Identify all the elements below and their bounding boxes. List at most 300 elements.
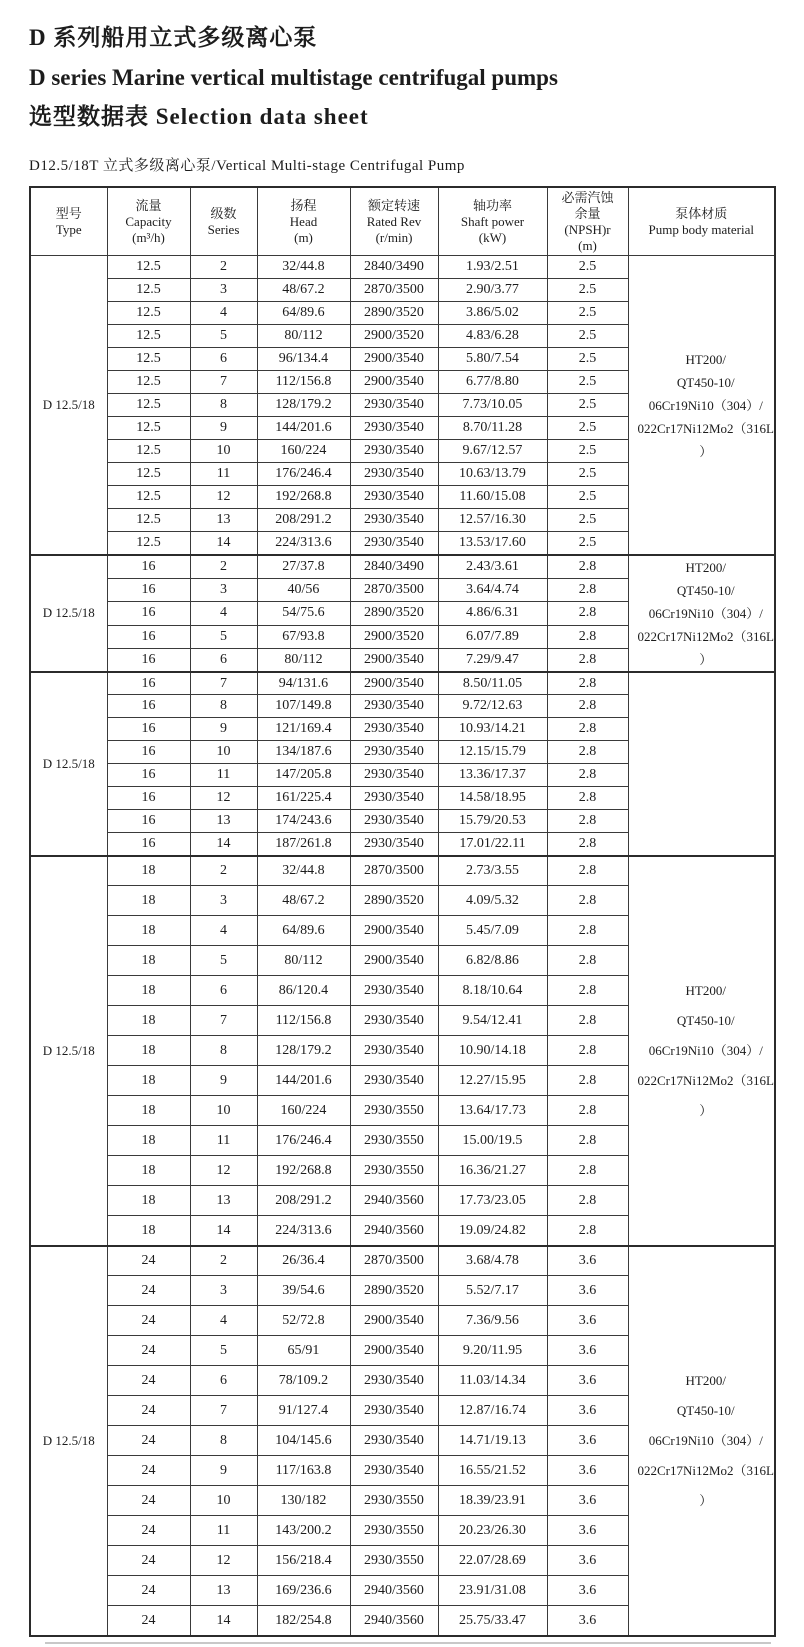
head-cell: 39/54.6 [257,1276,350,1306]
power-cell: 18.39/23.91 [438,1486,547,1516]
rev-cell: 2930/3540 [350,810,438,833]
series-cell: 12 [190,787,257,810]
col-header-material [628,187,775,256]
series-cell: 14 [190,1606,257,1636]
npsh-cell: 2.8 [547,1096,628,1126]
series-cell: 14 [190,1216,257,1246]
rev-cell: 2930/3540 [350,741,438,764]
capacity-cell: 18 [107,886,190,916]
head-cell: 96/134.4 [257,348,350,371]
power-cell: 2.90/3.77 [438,279,547,302]
material-lines [629,976,775,1126]
head-cell: 86/120.4 [257,976,350,1006]
material-line: 022Cr17Ni12Mo2（316L [637,1072,775,1088]
series-cell: 10 [190,440,257,463]
npsh-cell: 2.8 [547,672,628,695]
npsh-cell: 3.6 [547,1606,628,1636]
head-cell: 26/36.4 [257,1246,350,1276]
col-header-power [438,187,547,256]
series-cell: 3 [190,279,257,302]
npsh-cell: 2.8 [547,741,628,764]
material-cell [628,1246,775,1636]
table-row [30,555,775,578]
head-cell: 182/254.8 [257,1606,350,1636]
rev-cell: 2900/3540 [350,672,438,695]
head-cell: 27/37.8 [257,555,350,578]
power-cell: 12.57/16.30 [438,509,547,532]
capacity-cell: 24 [107,1426,190,1456]
npsh-cell: 2.5 [547,348,628,371]
npsh-cell: 2.5 [547,302,628,325]
power-cell: 9.72/12.63 [438,695,547,718]
rev-cell: 2900/3540 [350,1336,438,1366]
table-row [30,256,775,279]
head-cell: 174/243.6 [257,810,350,833]
npsh-cell: 2.8 [547,976,628,1006]
rev-cell: 2930/3550 [350,1516,438,1546]
head-cell: 156/218.4 [257,1546,350,1576]
capacity-cell: 16 [107,764,190,787]
power-cell: 12.27/15.95 [438,1066,547,1096]
npsh-cell: 2.5 [547,417,628,440]
rev-cell: 2840/3490 [350,256,438,279]
head-cell: 224/313.6 [257,1216,350,1246]
capacity-cell: 24 [107,1276,190,1306]
capacity-cell: 12.5 [107,532,190,555]
header-line: Rated Rev [366,213,422,229]
npsh-cell: 2.8 [547,787,628,810]
rev-cell: 2930/3540 [350,1426,438,1456]
capacity-cell: 18 [107,856,190,886]
head-cell: 104/145.6 [257,1426,350,1456]
rev-cell: 2900/3540 [350,348,438,371]
rev-cell: 2930/3550 [350,1486,438,1516]
power-cell: 9.67/12.57 [438,440,547,463]
material-line: ） [699,651,713,667]
head-cell: 160/224 [257,1096,350,1126]
power-cell: 9.20/11.95 [438,1336,547,1366]
material-line: 06Cr19Ni10（304）/ [648,1042,763,1058]
rev-cell: 2930/3540 [350,440,438,463]
head-cell: 128/179.2 [257,394,350,417]
title-chinese: D 系列船用立式多级离心泵 [29,25,318,50]
series-cell: 6 [190,976,257,1006]
capacity-cell: 16 [107,672,190,695]
material-line: 06Cr19Ni10（304）/ [648,397,763,413]
series-cell: 8 [190,394,257,417]
material-line: QT450-10/ [676,1402,735,1418]
series-cell: 7 [190,1006,257,1036]
series-cell: 6 [190,1366,257,1396]
type-cell: D 12.5/18 [30,856,107,1246]
series-cell: 11 [190,1516,257,1546]
rev-cell: 2930/3540 [350,976,438,1006]
rev-cell: 2870/3500 [350,1246,438,1276]
rev-cell: 2870/3500 [350,856,438,886]
table-caption: D12.5/18T 立式多级离心泵/Vertical Multi-stage Centrifugal Pump [29,158,465,175]
npsh-cell: 2.8 [547,1036,628,1066]
head-cell: 224/313.6 [257,532,350,555]
series-cell: 12 [190,486,257,509]
table-header [30,187,775,256]
material-line: 022Cr17Ni12Mo2（316L [637,420,775,436]
capacity-cell: 16 [107,578,190,601]
npsh-cell: 3.6 [547,1486,628,1516]
series-cell: 9 [190,417,257,440]
header-line: Pump body material [648,221,754,237]
power-cell: 11.03/14.34 [438,1366,547,1396]
series-cell: 13 [190,1186,257,1216]
header-line: 扬程 [290,198,317,214]
npsh-cell: 2.8 [547,946,628,976]
power-cell: 4.83/6.28 [438,325,547,348]
npsh-cell: 2.8 [547,916,628,946]
npsh-cell: 2.5 [547,486,628,509]
rev-cell: 2930/3540 [350,1036,438,1066]
power-cell: 13.53/17.60 [438,532,547,555]
head-cell: 40/56 [257,578,350,601]
npsh-cell: 2.5 [547,279,628,302]
head-cell: 144/201.6 [257,1066,350,1096]
power-cell: 2.43/3.61 [438,555,547,578]
npsh-cell: 2.8 [547,1126,628,1156]
power-cell: 1.93/2.51 [438,256,547,279]
material-line: 022Cr17Ni12Mo2（316L [637,1462,775,1478]
npsh-cell: 2.8 [547,555,628,578]
power-cell: 10.93/14.21 [438,718,547,741]
npsh-cell: 2.5 [547,371,628,394]
header-line: Type [55,221,82,237]
rev-cell: 2900/3540 [350,1306,438,1336]
head-cell: 130/182 [257,1486,350,1516]
npsh-cell: 2.8 [547,1006,628,1036]
rev-cell: 2930/3540 [350,509,438,532]
capacity-cell: 18 [107,1066,190,1096]
npsh-cell: 2.8 [547,856,628,886]
capacity-cell: 16 [107,741,190,764]
capacity-cell: 18 [107,1156,190,1186]
header-line: (m³/h) [132,229,165,245]
capacity-cell: 24 [107,1486,190,1516]
npsh-cell: 3.6 [547,1426,628,1456]
material-cell [628,555,775,672]
material-cell [628,256,775,555]
capacity-cell: 18 [107,1126,190,1156]
rev-cell: 2930/3540 [350,394,438,417]
power-cell: 12.87/16.74 [438,1396,547,1426]
material-line: 06Cr19Ni10（304）/ [648,1432,763,1448]
header-line: (kW) [478,229,507,245]
material-line: 06Cr19Ni10（304）/ [648,605,763,621]
npsh-cell: 3.6 [547,1546,628,1576]
header-line: (m) [294,229,313,245]
power-cell: 10.90/14.18 [438,1036,547,1066]
series-cell: 13 [190,810,257,833]
capacity-cell: 24 [107,1456,190,1486]
series-cell: 10 [190,1486,257,1516]
power-cell: 8.18/10.64 [438,976,547,1006]
head-cell: 169/236.6 [257,1576,350,1606]
capacity-cell: 24 [107,1396,190,1426]
capacity-cell: 24 [107,1306,190,1336]
capacity-cell: 12.5 [107,256,190,279]
col-header-series [190,187,257,256]
capacity-cell: 12.5 [107,394,190,417]
head-cell: 80/112 [257,946,350,976]
power-cell: 5.80/7.54 [438,348,547,371]
head-cell: 48/67.2 [257,279,350,302]
head-cell: 64/89.6 [257,302,350,325]
rev-cell: 2940/3560 [350,1576,438,1606]
head-cell: 128/179.2 [257,1036,350,1066]
head-cell: 78/109.2 [257,1366,350,1396]
capacity-cell: 16 [107,833,190,856]
power-cell: 17.73/23.05 [438,1186,547,1216]
series-cell: 11 [190,1126,257,1156]
series-cell: 5 [190,946,257,976]
power-cell: 13.64/17.73 [438,1096,547,1126]
series-cell: 8 [190,1036,257,1066]
material-cell [628,856,775,1246]
series-cell: 5 [190,625,257,648]
material-line: 022Cr17Ni12Mo2（316L [637,628,775,644]
capacity-cell: 24 [107,1366,190,1396]
power-cell: 7.73/10.05 [438,394,547,417]
npsh-cell: 2.8 [547,1066,628,1096]
npsh-cell: 3.6 [547,1336,628,1366]
power-cell: 8.50/11.05 [438,672,547,695]
power-cell: 5.52/7.17 [438,1276,547,1306]
header-line: 流量 [135,198,162,214]
header-line: 额定转速 [367,198,420,214]
npsh-cell: 2.8 [547,886,628,916]
capacity-cell: 12.5 [107,463,190,486]
capacity-cell: 12.5 [107,348,190,371]
rev-cell: 2870/3500 [350,578,438,601]
series-cell: 7 [190,1396,257,1426]
npsh-cell: 2.5 [547,532,628,555]
head-cell: 48/67.2 [257,886,350,916]
material-line: HT200/ [685,982,726,998]
header-line: (NPSH)r [564,221,611,237]
material-line: ） [699,1102,713,1118]
head-cell: 117/163.8 [257,1456,350,1486]
capacity-cell: 12.5 [107,371,190,394]
col-header-head [257,187,350,256]
capacity-cell: 18 [107,1036,190,1066]
header-line: 余量 [574,206,601,222]
series-cell: 14 [190,532,257,555]
header-line: Head [289,213,318,229]
npsh-cell: 2.5 [547,463,628,486]
rev-cell: 2930/3540 [350,695,438,718]
npsh-cell: 3.6 [547,1246,628,1276]
power-cell: 2.73/3.55 [438,856,547,886]
material-line: ） [699,443,713,459]
npsh-cell: 2.8 [547,1156,628,1186]
npsh-cell: 2.8 [547,695,628,718]
power-cell: 10.63/13.79 [438,463,547,486]
material-line: QT450-10/ [676,374,735,390]
scan-shadow-line [45,1642,771,1644]
series-cell: 6 [190,648,257,671]
power-cell: 4.09/5.32 [438,886,547,916]
power-cell: 15.00/19.5 [438,1126,547,1156]
series-cell: 4 [190,602,257,625]
rev-cell: 2900/3540 [350,648,438,671]
capacity-cell: 18 [107,1096,190,1126]
rev-cell: 2900/3520 [350,325,438,348]
col-header-npsh [547,187,628,256]
rev-cell: 2930/3540 [350,764,438,787]
power-cell: 3.68/4.78 [438,1246,547,1276]
head-cell: 64/89.6 [257,916,350,946]
power-cell: 22.07/28.69 [438,1546,547,1576]
rev-cell: 2930/3540 [350,486,438,509]
series-cell: 8 [190,1426,257,1456]
type-cell: D 12.5/18 [30,1246,107,1636]
header-line: Series [207,221,240,237]
rev-cell: 2930/3540 [350,1006,438,1036]
material-line: HT200/ [685,1372,726,1388]
rev-cell: 2930/3540 [350,787,438,810]
head-cell: 208/291.2 [257,1186,350,1216]
npsh-cell: 2.8 [547,718,628,741]
capacity-cell: 24 [107,1576,190,1606]
power-cell: 14.58/18.95 [438,787,547,810]
head-cell: 80/112 [257,648,350,671]
head-cell: 176/246.4 [257,1126,350,1156]
series-cell: 12 [190,1546,257,1576]
power-cell: 5.45/7.09 [438,916,547,946]
material-cell [628,672,775,856]
capacity-cell: 24 [107,1246,190,1276]
col-header-type [30,187,107,256]
power-cell: 12.15/15.79 [438,741,547,764]
capacity-cell: 16 [107,718,190,741]
title-english: D series Marine vertical multistage centrifugal pumps [29,65,558,91]
npsh-cell: 2.8 [547,810,628,833]
npsh-cell: 2.5 [547,394,628,417]
rev-cell: 2930/3540 [350,1366,438,1396]
capacity-cell: 18 [107,1216,190,1246]
head-cell: 187/261.8 [257,833,350,856]
type-cell: D 12.5/18 [30,555,107,672]
rev-cell: 2940/3560 [350,1186,438,1216]
rev-cell: 2890/3520 [350,602,438,625]
header-line: Capacity [125,213,172,229]
series-cell: 5 [190,1336,257,1366]
series-cell: 13 [190,1576,257,1606]
power-cell: 13.36/17.37 [438,764,547,787]
rev-cell: 2890/3520 [350,886,438,916]
series-cell: 8 [190,695,257,718]
power-cell: 19.09/24.82 [438,1216,547,1246]
head-cell: 121/169.4 [257,718,350,741]
table-body [30,256,775,1636]
head-cell: 112/156.8 [257,1006,350,1036]
material-lines [629,1366,775,1516]
capacity-cell: 16 [107,648,190,671]
header-line: 型号 [55,206,82,222]
power-cell: 17.01/22.11 [438,833,547,856]
series-cell: 9 [190,718,257,741]
capacity-cell: 12.5 [107,509,190,532]
series-cell: 4 [190,916,257,946]
power-cell: 9.54/12.41 [438,1006,547,1036]
npsh-cell: 2.8 [547,625,628,648]
header-line: 必需汽蚀 [561,190,614,206]
header-line: (r/min) [375,229,413,245]
rev-cell: 2900/3520 [350,625,438,648]
head-cell: 147/205.8 [257,764,350,787]
rev-cell: 2930/3550 [350,1096,438,1126]
npsh-cell: 2.5 [547,325,628,348]
series-cell: 3 [190,578,257,601]
power-cell: 7.29/9.47 [438,648,547,671]
head-cell: 54/75.6 [257,602,350,625]
rev-cell: 2840/3490 [350,555,438,578]
capacity-cell: 24 [107,1336,190,1366]
capacity-cell: 16 [107,787,190,810]
power-cell: 20.23/26.30 [438,1516,547,1546]
head-cell: 80/112 [257,325,350,348]
capacity-cell: 18 [107,1186,190,1216]
capacity-cell: 18 [107,1006,190,1036]
power-cell: 14.71/19.13 [438,1426,547,1456]
header-line: Shaft power [460,213,525,229]
series-cell: 10 [190,741,257,764]
series-cell: 13 [190,509,257,532]
capacity-cell: 16 [107,810,190,833]
material-lines [629,348,775,463]
type-cell: D 12.5/18 [30,672,107,856]
rev-cell: 2930/3540 [350,532,438,555]
material-line: QT450-10/ [676,1012,735,1028]
series-cell: 2 [190,555,257,578]
head-cell: 134/187.6 [257,741,350,764]
series-cell: 3 [190,1276,257,1306]
series-cell: 12 [190,1156,257,1186]
capacity-cell: 12.5 [107,440,190,463]
head-cell: 94/131.6 [257,672,350,695]
capacity-cell: 12.5 [107,302,190,325]
rev-cell: 2900/3540 [350,916,438,946]
power-cell: 15.79/20.53 [438,810,547,833]
power-cell: 16.36/21.27 [438,1156,547,1186]
header-line: 泵体材质 [675,206,728,222]
series-cell: 2 [190,1246,257,1276]
rev-cell: 2870/3500 [350,279,438,302]
rev-cell: 2930/3540 [350,1456,438,1486]
series-cell: 10 [190,1096,257,1126]
power-cell: 7.36/9.56 [438,1306,547,1336]
head-cell: 192/268.8 [257,1156,350,1186]
rev-cell: 2940/3560 [350,1606,438,1636]
material-line: HT200/ [685,559,726,575]
power-cell: 6.07/7.89 [438,625,547,648]
power-cell: 3.86/5.02 [438,302,547,325]
head-cell: 32/44.8 [257,256,350,279]
npsh-cell: 2.8 [547,764,628,787]
head-cell: 32/44.8 [257,856,350,886]
head-cell: 107/149.8 [257,695,350,718]
series-cell: 2 [190,856,257,886]
header-row [30,187,775,256]
power-cell: 3.64/4.74 [438,578,547,601]
rev-cell: 2930/3540 [350,463,438,486]
series-cell: 11 [190,764,257,787]
